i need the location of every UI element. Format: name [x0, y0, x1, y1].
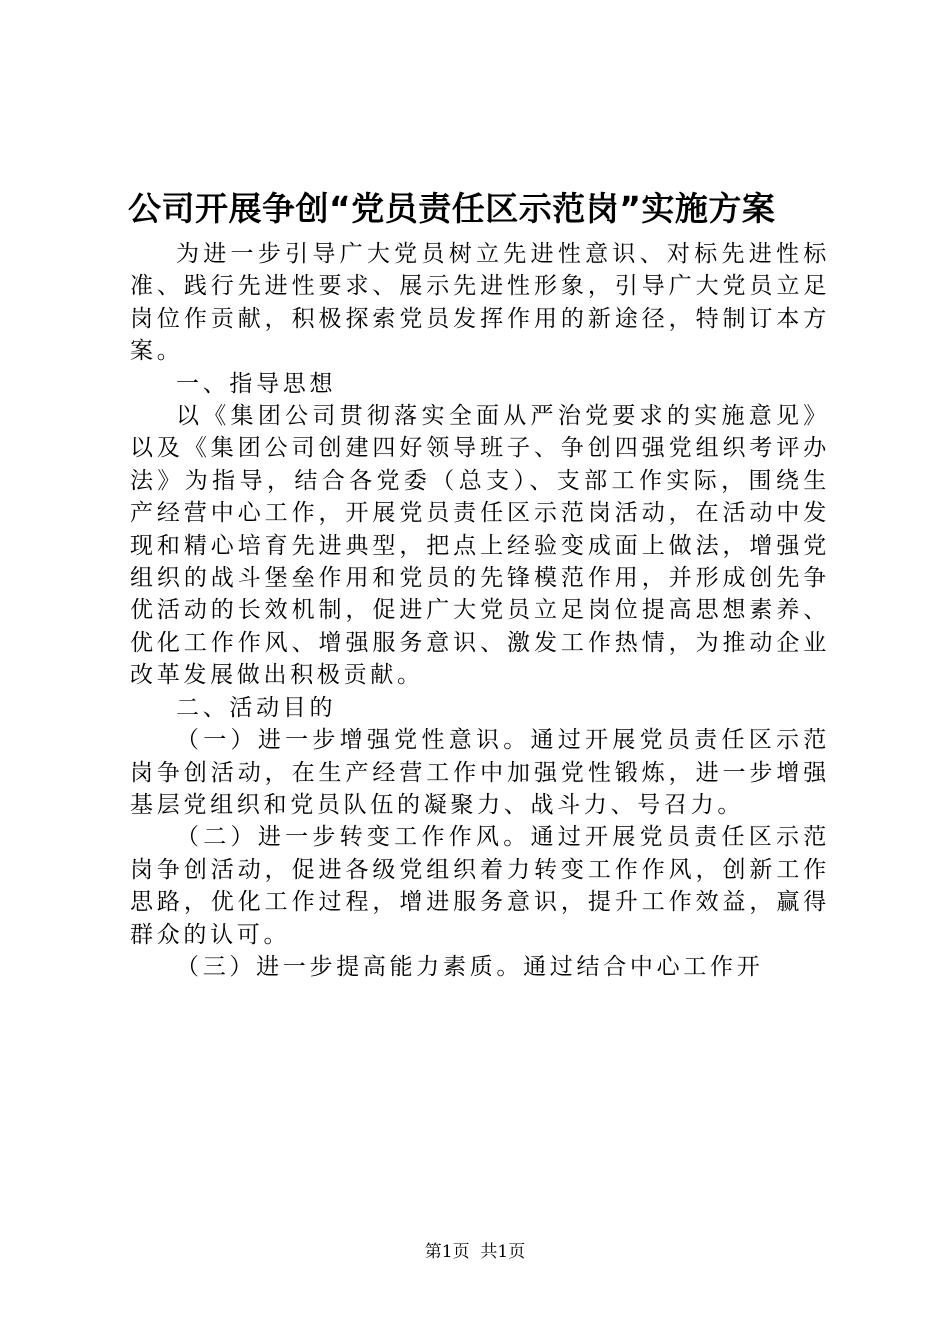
- guiding-thought-paragraph: 以《集团公司贯彻落实全面从严治党要求的实施意见》以及《集团公司创建四好领导班子、争创四强党组织考评办法》为指导，结合各党委（总支）、支部工作实际，围绕生产经营中心工作，开展党员责任区示范岗活动，在活动中发现和精心培育先进典型，把点上经验变成面上做法，增强党组织的战斗堡垒作用和党员的先锋模范作用，并形成创先争优活动的长效机制，促进广大党员立足岗位提高思想素养、优化工作作风、增强服务意识、激发工作热情，为推动企业改革发展做出积极贡献。: [130, 403, 830, 689]
- document-title: 公司开展争创“党员责任区示范岗”实施方案: [128, 189, 776, 228]
- section-heading-guiding-thought: 一、指导思想: [176, 370, 337, 397]
- page-footer: [0, 1240, 950, 1264]
- purpose-item-1: （一）进一步增强党性意识。通过开展党员责任区示范岗争创活动，在生产经营工作中加强党性锻炼，进一步增强基层党组织和党员队伍的凝聚力、战斗力、号召力。: [130, 727, 830, 818]
- document-body: [130, 238, 830, 983]
- section-heading-activity-purpose: 二、活动目的: [176, 694, 337, 721]
- purpose-item-3: （三）进一步提高能力素质。通过结合中心工作开: [176, 953, 764, 980]
- intro-paragraph: 为进一步引导广大党员树立先进性意识、对标先进性标准、践行先进性要求、展示先进性形象，引导广大党员立足岗位作贡献，积极探索党员发挥作用的新途径，特制订本方案。: [130, 241, 830, 365]
- page-number-label: 第1页 共1页: [424, 1242, 526, 1262]
- purpose-item-2: （二）进一步转变工作作风。通过开展党员责任区示范岗争创活动，促进各级党组织着力转变工作作风，创新工作思路，优化工作过程，增进服务意识，提升工作效益，赢得群众的认可。: [130, 824, 830, 948]
